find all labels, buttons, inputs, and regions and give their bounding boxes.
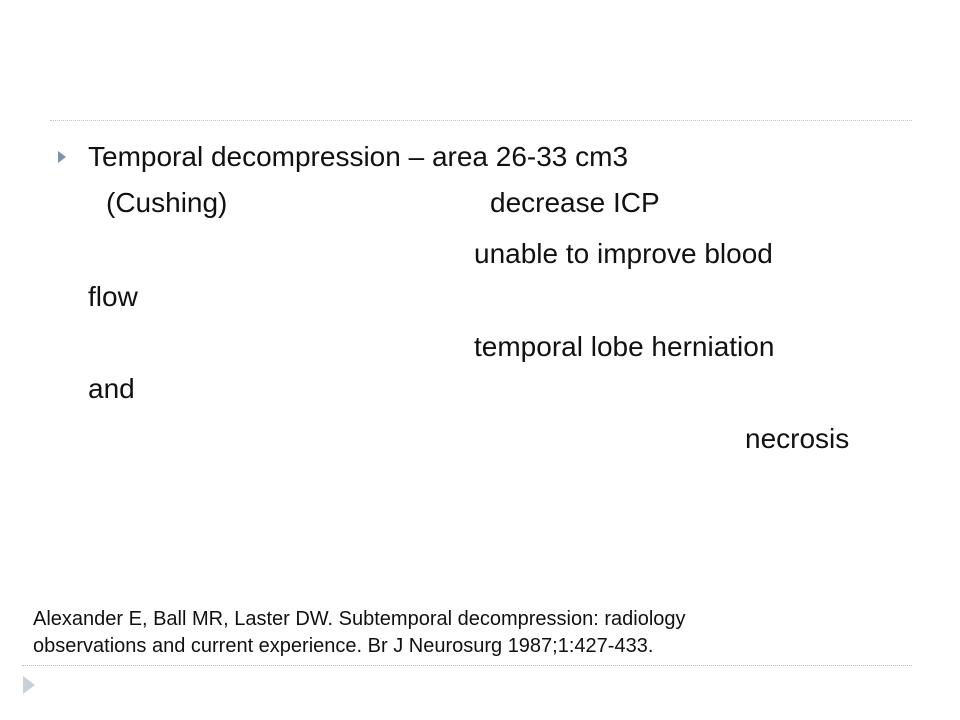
top-divider: [50, 120, 912, 121]
citation-line-2: observations and current experience. Br J Neurosurg 1987;1:427-433.: [33, 635, 654, 657]
footer-arrow-icon: [23, 676, 35, 694]
bullet-line-temporal-lobe-herniation: temporal lobe herniation: [474, 331, 775, 362]
bullet-arrow-icon: [58, 151, 66, 163]
bullet-line-temporal-decompression: Temporal decompression – area 26-33 cm3: [88, 141, 629, 172]
citation-line-1: Alexander E, Ball MR, Laster DW. Subtemporal decompression: radiology: [33, 608, 686, 630]
bullet-line-necrosis: necrosis: [745, 423, 850, 454]
bullet-line-decrease-icp: decrease ICP: [490, 187, 660, 218]
bullet-line-flow: flow: [88, 281, 138, 312]
bullet-line-cushing: (Cushing): [106, 187, 228, 218]
bullet-line-unable-improve: unable to improve blood: [474, 238, 773, 269]
citation: [33, 606, 686, 660]
bullet-line-and: and: [88, 373, 135, 404]
bottom-divider: [22, 665, 912, 666]
